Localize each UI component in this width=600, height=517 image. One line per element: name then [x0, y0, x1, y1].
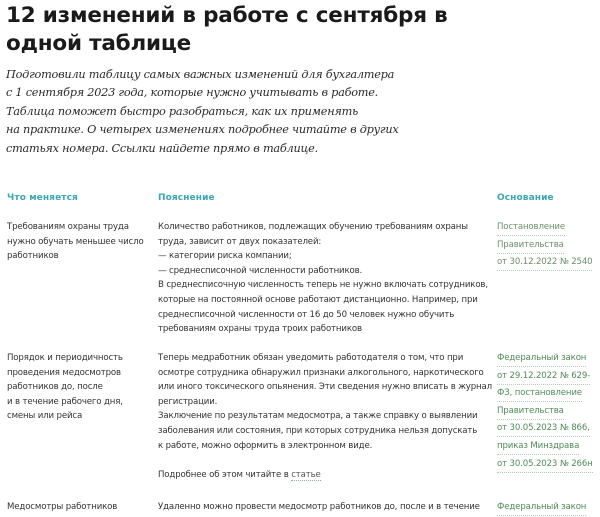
table-row-2-basis [497, 351, 600, 474]
article-link[interactable]: статье [291, 469, 321, 480]
cell-line: заболевания или состояния, при которых сотрудника нельзя допускать [158, 425, 478, 436]
cell-line: работников [7, 251, 59, 262]
table-row-2-explanation [158, 351, 492, 482]
table-row-1-what [7, 220, 147, 264]
cell-line: к работе, можно оформить в электронном виде. [158, 440, 373, 451]
lead-line: статьях номера. Ссылки найдете прямо в таблице. [6, 141, 318, 155]
table-row-3-explanation [158, 500, 488, 515]
column-header-what-changes: Что меняется [7, 193, 78, 203]
basis-link-federal-law-629[interactable]: Федеральный закон [497, 352, 586, 367]
cell-line: Удаленно можно провести медосмотр работников до, после и в течение [158, 502, 480, 512]
cell-line: нужно обучать меньшее число [7, 236, 144, 247]
read-more-line [158, 468, 488, 483]
article-lead [6, 66, 426, 158]
basis-link-order-266n[interactable]: приказ Минздрава [497, 440, 579, 455]
cell-line: или иного токсического опьянения. Эти сведения нужно вписать в журнал [158, 382, 492, 393]
table-row-3-what [7, 500, 147, 515]
column-header-explanation: Пояснение [158, 193, 215, 203]
cell-line: регистрации. [158, 396, 218, 407]
cell-line: Порядок и периодичность [7, 353, 123, 363]
article-title [6, 2, 596, 58]
table-row-2-what [7, 351, 147, 424]
basis-link-federal-law-629[interactable]: от 29.12.2022 № 629- [497, 370, 590, 385]
lead-line: с 1 сентября 2023 года, которые нужно учитывать в работе. [6, 86, 379, 100]
cell-line: Количество работников, подлежащих обучению требованиям охраны [158, 222, 468, 232]
basis-link-resolution-2540[interactable]: от 30.12.2022 № 2540 [497, 256, 592, 271]
basis-link-resolution-866[interactable]: Правительства [497, 405, 564, 420]
basis-link-resolution-2540[interactable]: Правительства [497, 239, 564, 254]
read-more-text: Подробнее об этом читайте в [158, 469, 292, 480]
cell-line: Требованиям охраны труда [7, 222, 129, 232]
cell-line: Заключение по результатам медосмотра, а также справку о выявлении [158, 411, 478, 422]
cell-line: Медосмотры работников [7, 502, 118, 512]
cell-line: проведения медосмотров [7, 367, 121, 378]
table-row-3-basis [497, 500, 600, 517]
cell-line: осмотре сотрудника обнаружил признаки алкогольного, наркотического [158, 367, 484, 378]
cell-line: которые на постоянной основе работают дистанционно. Например, при [158, 294, 478, 305]
lead-line: Таблица поможет быстро разобраться, как их применять [6, 104, 358, 118]
cell-line: — категории риска компании; [158, 251, 292, 262]
cell-line: среднесписочной численности от 16 до 50 человек нужно обучить [158, 309, 455, 320]
article-title-line-2: одной таблице [6, 31, 192, 56]
basis-link-order-266n[interactable]: от 30.05.2023 № 266н [497, 458, 593, 473]
basis-link-resolution-2540[interactable]: Постановление [497, 221, 565, 236]
basis-link-resolution-866[interactable]: ФЗ, постановление [497, 387, 582, 402]
table-row-1-explanation [158, 220, 488, 337]
basis-link-federal-law[interactable]: Федеральный закон [497, 501, 586, 516]
cell-line: В среднесписочную численность теперь не нужно включать сотрудников, [158, 280, 488, 291]
column-header-basis: Основание [497, 193, 554, 203]
lead-line: Подготовили таблицу самых важных изменений для бухгалтера [6, 68, 395, 81]
cell-line: смены или рейса [7, 411, 83, 422]
cell-line: труда, зависит от двух показателей: [158, 236, 322, 247]
table-row-1-basis [497, 220, 600, 273]
article-title-line-1: 12 изменений в работе с сентября в [6, 3, 448, 28]
basis-link-resolution-866[interactable]: от 30.05.2023 № 866, [497, 422, 590, 437]
cell-line: Теперь медработник обязан уведомить работодателя о том, что при [158, 353, 464, 363]
lead-line: на практике. О четырех изменениях подробнее читайте в других [6, 123, 399, 137]
cell-line: — среднесписочной численности работников. [158, 265, 363, 276]
cell-line: требованиям охраны труда троих работников [158, 324, 362, 335]
cell-line: и в течение рабочего дня, [7, 396, 123, 407]
cell-line: работников до, после [7, 382, 103, 393]
